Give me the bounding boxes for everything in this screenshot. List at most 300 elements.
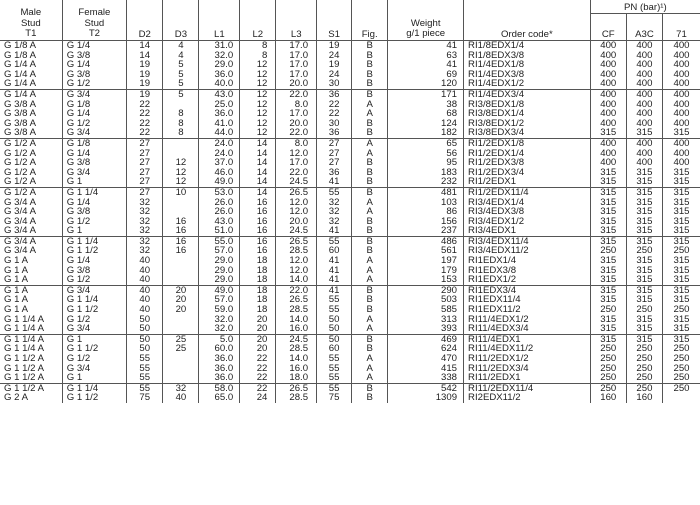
cell-fig: A [352,364,388,374]
cell-order-code: RI11/2EDX3/4 [464,364,591,374]
table-row [0,60,700,70]
cell-male-stud: G 1 1/4 A [4,344,45,354]
cell-male-stud: G 3/8 A [4,99,36,110]
cell-l3: 17.0 [276,109,317,119]
cell-l3: 14.0 [276,354,317,364]
cell-pn-71: 315 [663,295,700,305]
cell-l2: 22 [240,383,276,393]
cell-male-stud: G 1 1/2 A [4,363,45,374]
cell-pn-71: 315 [663,207,700,217]
cell-pn-a3c: 315 [626,334,662,344]
cell-pn-cf: 400 [590,100,626,110]
cell-pn-71: 315 [663,177,700,187]
cell-weight: 56 [388,149,464,159]
cell-s1: 22 [317,109,352,119]
cell-weight: 486 [388,236,464,246]
cell-l2: 20 [240,324,276,334]
table-row [0,393,700,403]
cell-pn-cf: 315 [590,275,626,285]
cell-fig: B [352,119,388,129]
cell-l3: 22.0 [276,89,317,99]
cell-l3: 16.0 [276,364,317,374]
cell-fig: A [352,256,388,266]
cell-pn-cf: 250 [590,246,626,256]
cell-s1: 36 [317,168,352,178]
cell-order-code: RI1/2EDX1 [464,177,591,187]
cell-male-stud: G 1 1/4 A [0,334,62,344]
cell-l3: 20.0 [276,79,317,89]
cell-s1: 41 [317,177,352,187]
cell-female-stud: G 1 1/2 [62,344,126,354]
cell-fig: B [352,217,388,227]
cell-fig: B [352,128,388,138]
cell-pn-a3c: 315 [626,295,662,305]
cell-s1: 50 [317,334,352,344]
cell-male-stud: G 1 1/4 A [4,324,45,335]
cell-d2: 14 [127,41,163,51]
cell-l3: 18.0 [276,373,317,383]
cell-pn-71: 315 [663,128,700,138]
cell-male-stud: G 1/8 A [0,41,62,51]
cell-l3: 26.5 [276,295,317,305]
cell-pn-a3c: 315 [626,128,662,138]
cell-l1: 55.0 [199,236,240,246]
cell-l1: 29.0 [199,266,240,276]
table-row [0,344,700,354]
table-row [0,41,700,51]
cell-d2: 40 [127,266,163,276]
cell-male-stud: G 1 A [4,275,28,286]
cell-order-code: RI1/8EDX1/4 [464,41,591,51]
cell-weight: 68 [388,109,464,119]
cell-fig: B [352,70,388,80]
cell-male-stud: G 3/4 A [4,197,36,208]
cell-pn-a3c: 315 [626,177,662,187]
header-s1: S1 [317,0,352,41]
cell-male-stud: G 1/8 A [4,50,36,61]
cell-l3: 22.0 [276,128,317,138]
table-row [0,275,700,285]
cell-d3: 16 [163,246,199,256]
cell-l1: 44.0 [199,128,240,138]
cell-pn-a3c: 250 [626,383,662,393]
cell-d2: 55 [127,354,163,364]
cell-pn-cf: 400 [590,70,626,80]
cell-l2: 8 [240,41,276,51]
cell-l3: 17.0 [276,158,317,168]
cell-female-stud: G 1 [62,334,126,344]
cell-l2: 12 [240,109,276,119]
cell-pn-cf: 315 [590,285,626,295]
cell-pn-71: 250 [663,354,700,364]
cell-fig: A [352,354,388,364]
cell-l1: 32.0 [199,324,240,334]
cell-l1: 43.0 [199,217,240,227]
cell-pn-71: 400 [663,119,700,129]
cell-d2: 50 [127,334,163,344]
cell-l3: 24.5 [276,177,317,187]
cell-s1: 55 [317,383,352,393]
cell-s1: 55 [317,373,352,383]
cell-d3: 12 [163,177,199,187]
cell-l1: 49.0 [199,285,240,295]
cell-weight: 470 [388,354,464,364]
cell-l1: 60.0 [199,344,240,354]
cell-pn-cf: 400 [590,138,626,148]
cell-order-code: RI3/4EDX11/4 [464,236,591,246]
cell-pn-cf: 315 [590,207,626,217]
cell-fig: B [352,187,388,197]
cell-male-stud: G 2 A [4,393,28,403]
cell-s1: 55 [317,364,352,374]
cell-pn-a3c: 400 [626,158,662,168]
cell-d3: 20 [163,295,199,305]
cell-male-stud: G 1/2 A [0,187,62,197]
cell-l3: 26.5 [276,187,317,197]
cell-d2: 40 [127,305,163,315]
cell-d2: 32 [127,207,163,217]
cell-order-code: RI3/8EDX1/2 [464,119,591,129]
cell-pn-cf: 315 [590,236,626,246]
table-row [0,128,700,138]
cell-weight: 237 [388,226,464,236]
cell-pn-71: 250 [663,373,700,383]
cell-weight: 561 [388,246,464,256]
cell-pn-71: 315 [663,324,700,334]
cell-l3: 12.0 [276,256,317,266]
cell-l2: 12 [240,89,276,99]
cell-d2: 27 [127,168,163,178]
cell-female-stud: G 1/8 [62,100,126,110]
header-male-stud: Male Stud T1 [20,7,42,40]
cell-pn-cf: 400 [590,89,626,99]
cell-d3: 25 [163,344,199,354]
cell-pn-71: 400 [663,158,700,168]
cell-pn-a3c: 315 [626,236,662,246]
cell-l2: 12 [240,70,276,80]
cell-pn-cf: 400 [590,60,626,70]
cell-pn-a3c: 250 [626,354,662,364]
cell-d3: 5 [163,60,199,70]
cell-male-stud: G 1/2 A [4,148,36,159]
cell-l2: 24 [240,393,276,403]
cell-d2: 27 [127,158,163,168]
cell-male-stud: G 1 1/2 A [4,373,45,384]
cell-d2: 50 [127,344,163,354]
cell-pn-cf: 315 [590,187,626,197]
cell-d3 [163,315,199,325]
cell-order-code: RI3/4EDX11/2 [464,246,591,256]
cell-female-stud: G 1/2 [62,275,126,285]
cell-l2: 14 [240,177,276,187]
cell-l1: 36.0 [199,70,240,80]
cell-male-stud: G 3/8 A [4,118,36,129]
cell-pn-cf: 400 [590,158,626,168]
cell-weight: 156 [388,217,464,227]
cell-fig: A [352,373,388,383]
cell-pn-a3c: 315 [626,324,662,334]
cell-female-stud: G 1 1/4 [62,295,126,305]
cell-pn-a3c: 315 [626,207,662,217]
cell-pn-cf: 315 [590,128,626,138]
cell-l3: 28.5 [276,246,317,256]
cell-s1: 22 [317,100,352,110]
cell-s1: 60 [317,246,352,256]
cell-l2: 16 [240,236,276,246]
cell-d2: 55 [127,364,163,374]
cell-female-stud: G 3/8 [62,158,126,168]
cell-female-stud: G 1/2 [62,119,126,129]
cell-male-stud: G 1/4 A [4,69,36,80]
cell-d2: 32 [127,226,163,236]
cell-d2: 40 [127,275,163,285]
cell-pn-a3c: 400 [626,100,662,110]
cell-female-stud: G 1 1/4 [62,383,126,393]
cell-pn-cf: 315 [590,177,626,187]
cell-pn-a3c: 250 [626,246,662,256]
cell-male-stud: G 1 A [4,256,28,266]
cell-d2: 19 [127,70,163,80]
cell-l3: 24.5 [276,334,317,344]
cell-pn-a3c: 250 [626,364,662,374]
cell-l1: 5.0 [199,334,240,344]
cell-pn-71: 250 [663,305,700,315]
cell-order-code: RI1/4EDX1/2 [464,79,591,89]
cell-l1: 57.0 [199,295,240,305]
cell-pn-71: 400 [663,138,700,148]
cell-l2: 14 [240,187,276,197]
cell-s1: 19 [317,60,352,70]
cell-l2: 16 [240,217,276,227]
cell-weight: 41 [388,60,464,70]
cell-d2: 14 [127,51,163,61]
cell-s1: 32 [317,198,352,208]
cell-d2: 40 [127,256,163,266]
cell-female-stud: G 3/4 [62,168,126,178]
cell-male-stud: G 1 1/2 A [0,383,62,393]
cell-l1: 36.0 [199,373,240,383]
cell-l2: 14 [240,138,276,148]
cell-pn-a3c: 400 [626,79,662,89]
cell-order-code: RI1EDX11/4 [464,295,591,305]
cell-d2: 55 [127,383,163,393]
cell-s1: 41 [317,266,352,276]
table-row [0,334,700,344]
cell-l2: 18 [240,285,276,295]
cell-l1: 59.0 [199,305,240,315]
table-row [0,256,700,266]
header-pn-a3c: A3C [626,14,662,41]
cell-order-code: RI11/2EDX11/4 [464,383,591,393]
cell-s1: 41 [317,256,352,266]
cell-pn-a3c: 315 [626,315,662,325]
cell-weight: 86 [388,207,464,217]
cell-pn-cf: 400 [590,41,626,51]
cell-weight: 503 [388,295,464,305]
cell-fig: B [352,51,388,61]
cell-l1: 51.0 [199,226,240,236]
cell-weight: 481 [388,187,464,197]
cell-l3: 12.0 [276,207,317,217]
cell-l3: 17.0 [276,60,317,70]
cell-pn-cf: 160 [590,393,626,403]
cell-pn-71: 315 [663,187,700,197]
cell-pn-a3c: 400 [626,70,662,80]
cell-female-stud: G 1/4 [62,198,126,208]
cell-d3 [163,138,199,148]
cell-d3 [163,149,199,159]
cell-l1: 41.0 [199,119,240,129]
cell-fig: A [352,266,388,276]
cell-order-code: RI3/4EDX1/4 [464,198,591,208]
cell-female-stud: G 1/2 [62,354,126,364]
cell-l2: 20 [240,344,276,354]
cell-pn-71: 400 [663,79,700,89]
cell-female-stud: G 1/4 [62,109,126,119]
cell-d3: 8 [163,119,199,129]
table-row [0,100,700,110]
cell-order-code: RI1EDX1/2 [464,275,591,285]
cell-l1: 49.0 [199,177,240,187]
table-row [0,373,700,383]
cell-d2: 19 [127,79,163,89]
cell-pn-71: 250 [663,383,700,393]
cell-order-code: RI1/2EDX11/4 [464,187,591,197]
cell-pn-71: 250 [663,344,700,354]
cell-female-stud: G 1/4 [62,41,126,51]
cell-l2: 22 [240,373,276,383]
cell-female-stud: G 1 1/2 [62,305,126,315]
cell-l1: 29.0 [199,275,240,285]
cell-female-stud: G 1/8 [62,138,126,148]
cell-fig: B [352,305,388,315]
cell-pn-a3c: 400 [626,138,662,148]
table-row [0,315,700,325]
table-row [0,236,700,246]
cell-d2: 32 [127,246,163,256]
cell-l1: 32.0 [199,315,240,325]
cell-weight: 38 [388,100,464,110]
cell-order-code: RI11/2EDX1 [464,373,591,383]
cell-l3: 8.0 [276,100,317,110]
cell-l3: 26.5 [276,236,317,246]
cell-l3: 17.0 [276,51,317,61]
cell-d2: 50 [127,315,163,325]
cell-d2: 27 [127,138,163,148]
cell-l2: 18 [240,275,276,285]
cell-weight: 183 [388,168,464,178]
cell-d3: 5 [163,70,199,80]
cell-fig: B [352,295,388,305]
cell-l3: 22.0 [276,168,317,178]
cell-weight: 542 [388,383,464,393]
cell-female-stud: G 1 [62,177,126,187]
cell-pn-cf: 315 [590,226,626,236]
cell-pn-71 [663,393,700,403]
cell-order-code: RI1/8EDX3/8 [464,51,591,61]
cell-s1: 41 [317,226,352,236]
cell-l1: 57.0 [199,246,240,256]
cell-s1: 55 [317,354,352,364]
cell-order-code: RI1/4EDX3/8 [464,70,591,80]
cell-d2: 22 [127,128,163,138]
cell-d3 [163,373,199,383]
cell-female-stud: G 3/4 [62,364,126,374]
cell-l2: 14 [240,168,276,178]
cell-l2: 16 [240,246,276,256]
cell-pn-a3c: 315 [626,266,662,276]
cell-d3: 25 [163,334,199,344]
header-d2: D2 [127,0,163,41]
cell-d2: 40 [127,295,163,305]
table-row [0,383,700,393]
cell-l2: 22 [240,364,276,374]
cell-female-stud: G 1/4 [62,256,126,266]
cell-d3: 10 [163,187,199,197]
cell-male-stud: G 1 1/4 A [4,314,45,325]
cell-d3: 40 [163,393,199,403]
cell-s1: 50 [317,315,352,325]
cell-d3: 20 [163,285,199,295]
cell-male-stud: G 3/4 A [0,236,62,246]
cell-l1: 53.0 [199,187,240,197]
cell-d2: 19 [127,89,163,99]
cell-l1: 25.0 [199,100,240,110]
cell-s1: 75 [317,393,352,403]
cell-pn-71: 400 [663,70,700,80]
cell-d2: 22 [127,109,163,119]
cell-s1: 32 [317,217,352,227]
cell-male-stud: G 3/8 A [4,109,36,119]
cell-weight: 124 [388,119,464,129]
cell-weight: 95 [388,158,464,168]
cell-d3 [163,266,199,276]
cell-weight: 393 [388,324,464,334]
cell-pn-a3c: 315 [626,256,662,266]
table-row [0,138,700,148]
cell-pn-71: 400 [663,41,700,51]
cell-l1: 36.0 [199,109,240,119]
cell-d2: 40 [127,285,163,295]
cell-female-stud: G 3/8 [62,207,126,217]
cell-l1: 29.0 [199,60,240,70]
cell-d3: 16 [163,226,199,236]
table-row [0,119,700,129]
cell-fig: B [352,344,388,354]
cell-s1: 24 [317,70,352,80]
cell-pn-cf: 315 [590,168,626,178]
cell-male-stud: G 3/4 A [4,216,36,227]
cell-order-code: RI1/2EDX1/8 [464,138,591,148]
cell-pn-71: 315 [663,266,700,276]
cell-weight: 469 [388,334,464,344]
cell-pn-cf: 315 [590,334,626,344]
cell-order-code: RI11/4EDX3/4 [464,324,591,334]
cell-l3: 22.0 [276,285,317,295]
cell-weight: 120 [388,79,464,89]
header-pn-cf: CF [590,14,626,41]
cell-l1: 24.0 [199,138,240,148]
cell-weight: 69 [388,70,464,80]
table-row [0,266,700,276]
cell-l3: 16.0 [276,324,317,334]
cell-pn-a3c: 400 [626,109,662,119]
cell-fig: B [352,334,388,344]
cell-d3: 32 [163,383,199,393]
header-l1: L1 [199,0,240,41]
cell-l1: 36.0 [199,354,240,364]
cell-d2: 27 [127,187,163,197]
